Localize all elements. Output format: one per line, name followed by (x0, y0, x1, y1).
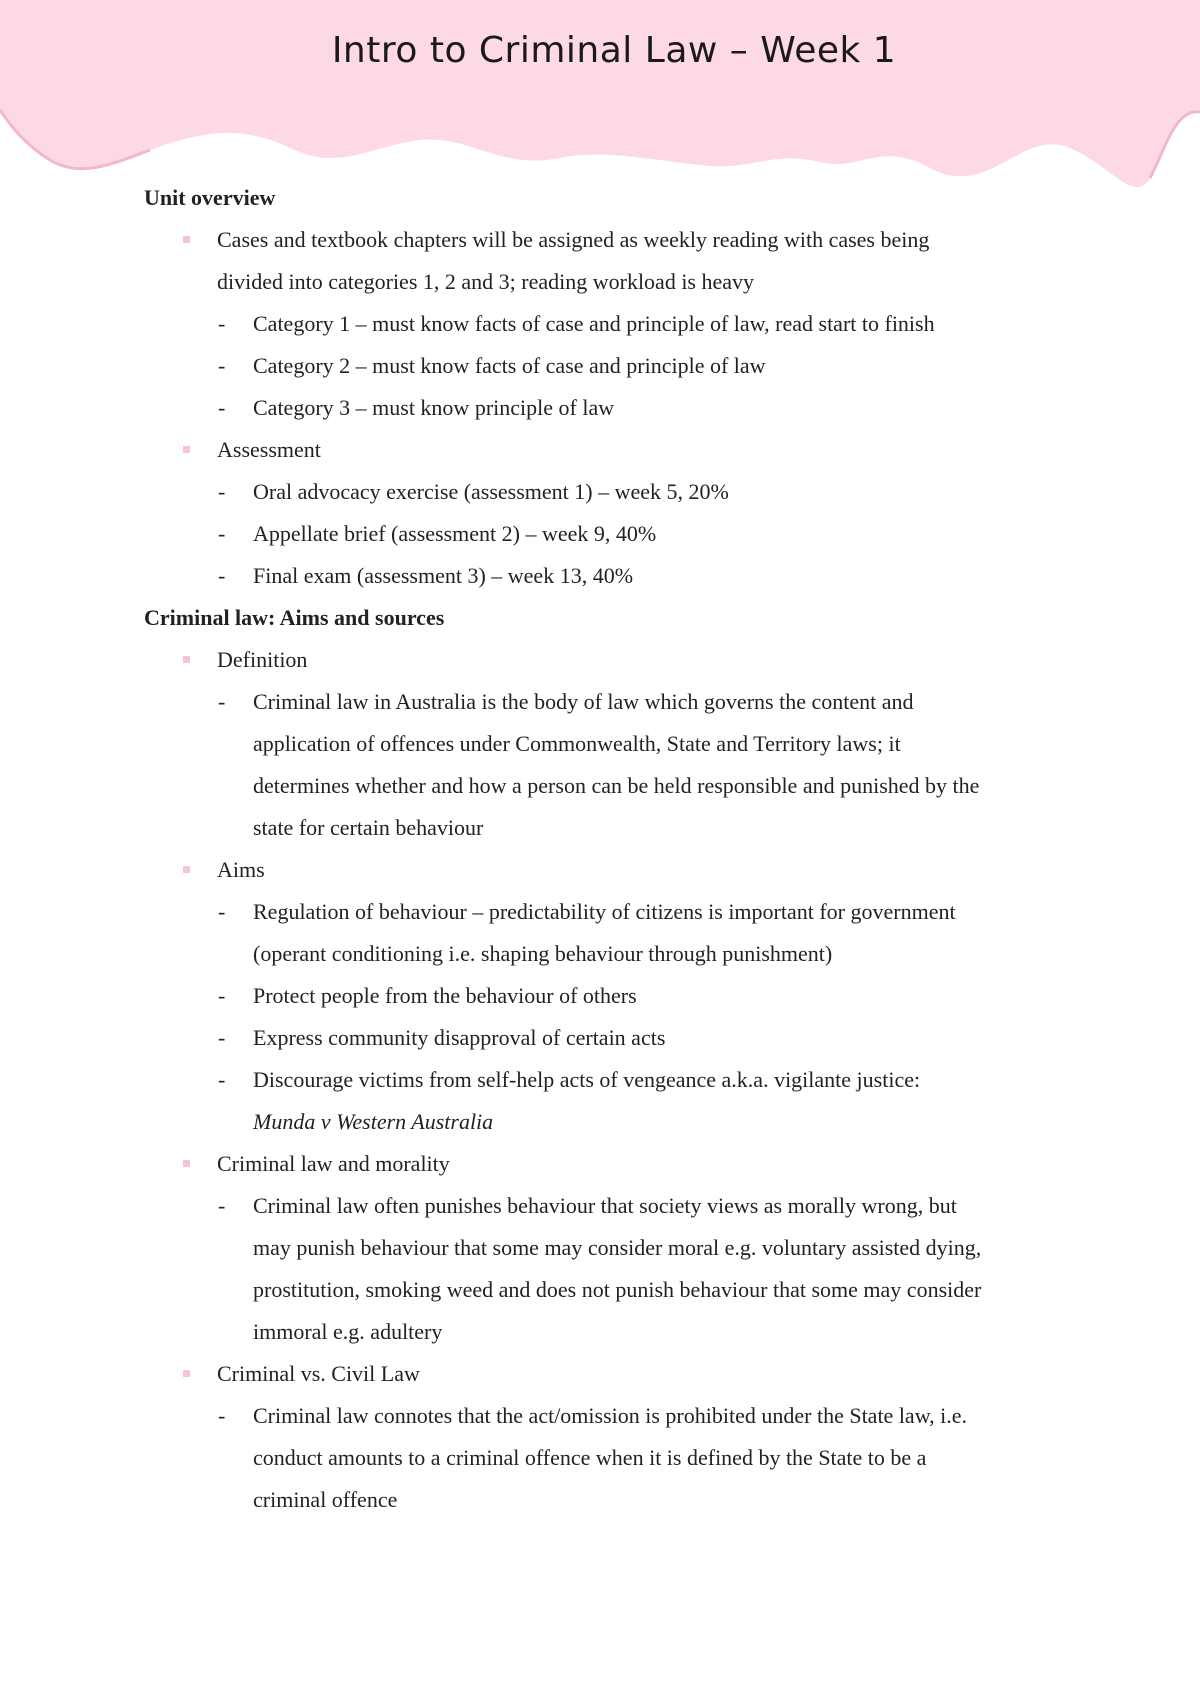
dash-bullet-icon: - (218, 311, 226, 336)
sub-bullet-discourage: - Discourage victims from self-help acts of vengeance a.k.a. vigilante justice: (144, 1059, 1064, 1101)
bullet-item-criminal-vs-civil: Criminal vs. Civil Law (144, 1353, 1064, 1395)
bullet-item-aims: Aims (144, 849, 1064, 891)
sub-bullet-assessment-3: - Final exam (assessment 3) – week 13, 40% (144, 555, 1064, 597)
square-bullet-icon (183, 1160, 190, 1167)
sub-bullet-protect: - Protect people from the behaviour of others (144, 975, 1064, 1017)
sub-bullet-morality-continued: immoral e.g. adultery (253, 1319, 443, 1344)
sub-bullet-definition: - Criminal law in Australia is the body of law which governs the content and (144, 681, 1064, 723)
dash-bullet-icon: - (218, 689, 226, 714)
dash-bullet-icon: - (218, 1193, 226, 1218)
sub-bullet-definition-continued: application of offences under Commonwealth, State and Territory laws; it (253, 731, 901, 756)
bullet-item-definition: Definition (144, 639, 1064, 681)
sub-bullet-category-2: - Category 2 – must know facts of case and principle of law (144, 345, 1064, 387)
sub-bullet-morality: - Criminal law often punishes behaviour that society views as morally wrong, but (144, 1185, 1064, 1227)
sub-bullet-morality-continued: prostitution, smoking weed and does not punish behaviour that some may consider (253, 1277, 982, 1302)
sub-bullet-assessment-1: - Oral advocacy exercise (assessment 1) – week 5, 20% (144, 471, 1064, 513)
sub-bullet-criminal-vs-civil-continued: criminal offence (253, 1487, 398, 1512)
bullet-item-cases-continued: divided into categories 1, 2 and 3; reading workload is heavy (217, 269, 755, 294)
dash-bullet-icon: - (218, 983, 226, 1008)
square-bullet-icon (183, 446, 190, 453)
dash-bullet-icon: - (218, 1067, 226, 1092)
sub-bullet-regulation-continued: (operant conditioning i.e. shaping behaviour through punishment) (253, 941, 833, 966)
bullet-item-cases: Cases and textbook chapters will be assigned as weekly reading with cases being (144, 219, 1064, 261)
sub-bullet-express: - Express community disapproval of certain acts (144, 1017, 1064, 1059)
dash-bullet-icon: - (218, 563, 226, 588)
document-body (144, 177, 1064, 1521)
dash-bullet-icon: - (218, 521, 226, 546)
dash-bullet-icon: - (218, 353, 226, 378)
sub-bullet-criminal-vs-civil: - Criminal law connotes that the act/omission is prohibited under the State law, i.e. (144, 1395, 1064, 1437)
dash-bullet-icon: - (218, 1403, 226, 1428)
dash-bullet-icon: - (218, 479, 226, 504)
sub-bullet-regulation: - Regulation of behaviour – predictability of citizens is important for government (144, 891, 1064, 933)
case-citation: Munda v Western Australia (253, 1109, 494, 1134)
dash-bullet-icon: - (218, 395, 226, 420)
sub-bullet-morality-continued: may punish behaviour that some may consider moral e.g. voluntary assisted dying, (253, 1235, 982, 1260)
dash-bullet-icon: - (218, 899, 226, 924)
sub-bullet-category-3: - Category 3 – must know principle of law (144, 387, 1064, 429)
square-bullet-icon (183, 656, 190, 663)
square-bullet-icon (183, 236, 190, 243)
dash-bullet-icon: - (218, 1025, 226, 1050)
sub-bullet-assessment-2: - Appellate brief (assessment 2) – week 9, 40% (144, 513, 1064, 555)
square-bullet-icon (183, 866, 190, 873)
sub-bullet-definition-continued: determines whether and how a person can be held responsible and punished by the (253, 773, 980, 798)
sub-bullet-criminal-vs-civil-continued: conduct amounts to a criminal offence when it is defined by the State to be a (253, 1445, 927, 1470)
bullet-item-morality: Criminal law and morality (144, 1143, 1064, 1185)
page-title: Intro to Criminal Law – Week 1 (331, 30, 897, 71)
section-heading-unit-overview: Unit overview (144, 185, 276, 210)
sub-bullet-category-1: - Category 1 – must know facts of case and principle of law, read start to finish (144, 303, 1064, 345)
square-bullet-icon (183, 1370, 190, 1377)
bullet-item-assessment: Assessment (144, 429, 1064, 471)
section-heading-aims-and-sources: Criminal law: Aims and sources (144, 605, 445, 630)
sub-bullet-definition-continued: state for certain behaviour (253, 815, 484, 840)
